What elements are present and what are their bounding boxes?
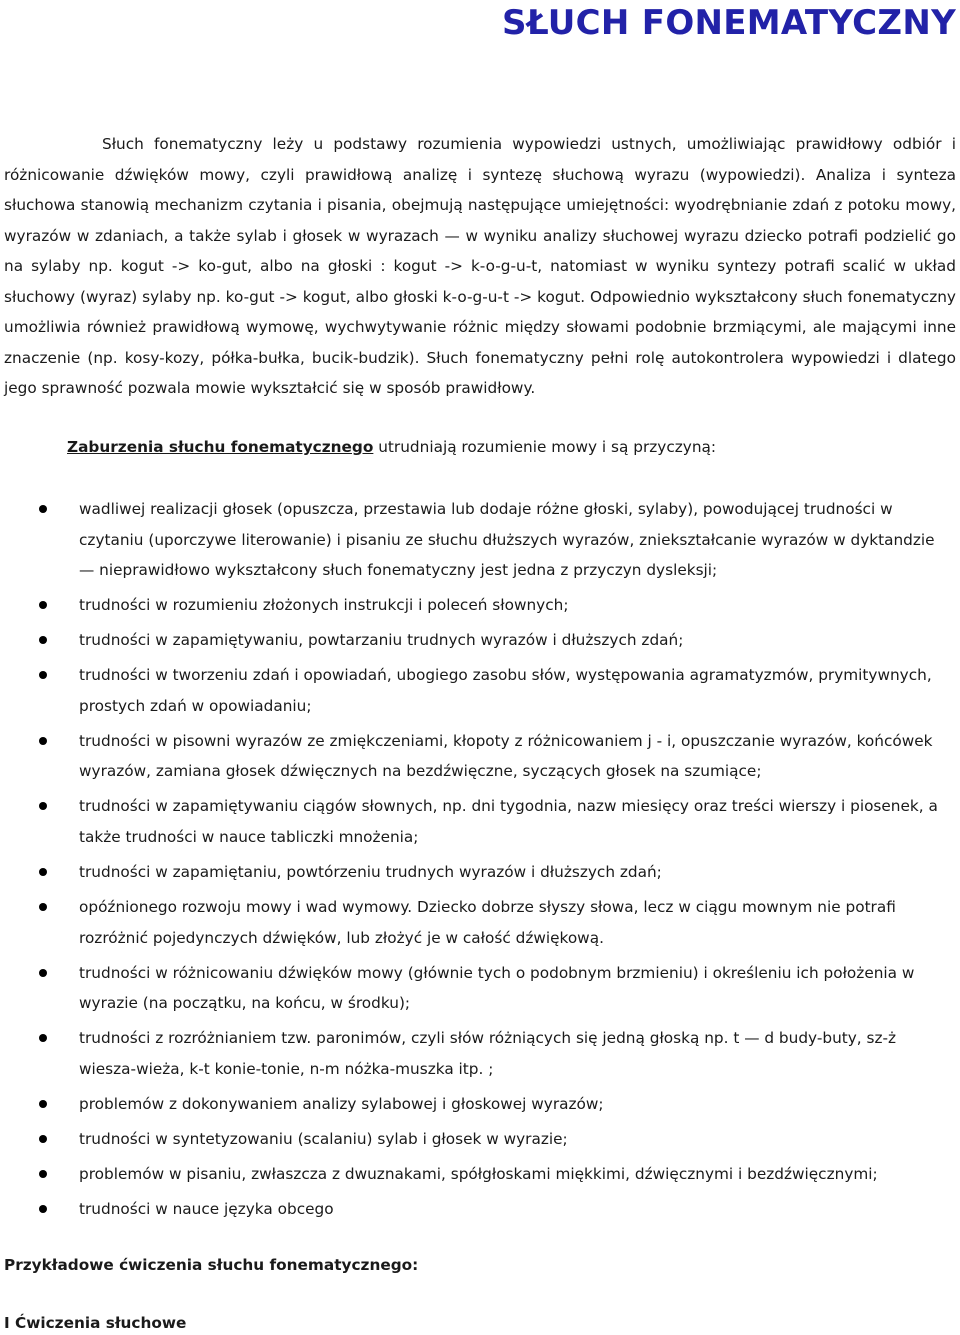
- bullet-icon: [39, 1100, 47, 1108]
- list-item-text: opóźnionego rozwoju mowy i wad wymowy. Dziecko dobrze słyszy słowa, lecz w ciągu mownym nie potrafi rozróżnić pojedynczych dźwięków, lub złożyć je w całość dźwiękową.: [79, 898, 896, 947]
- intro-paragraph: Słuch fonematyczny leży u podstawy rozumienia wypowiedzi ustnych, umożliwiając prawidłowy odbiór i różnicowanie dźwięków mowy, czyli prawidłową analizę i syntezę słuchową wyrazu (wypowiedzi). Analiza i synteza słuchowa stanowią mechanizm czytania i pisania, obejmują następujące umiejętności: wyodrębnianie zdań z potoku mowy, wyrazów w zdaniach, a także sylab i głosek w wyrazach — w wyniku analizy słuchowej wyrazu dziecko potrafi podzielić go na sylaby np. kogut -> ko-gut, albo na głoski : kogut -> k-o-g-u-t, natomiast w wyniku syntezy potrafi scalić w układ słuchowy (wyraz) sylaby np. ko-gut -> kogut, albo głoski k-o-g-u-t -> kogut. Odpowiednio wykształcony słuch fonematyczny umożliwia również prawidłową wymowę, wychwytywanie różnic między słowami podobnie brzmiącymi, ale mającymi inne znaczenie (np. kosy-kozy, półka-bułka, bucik-budzik). Słuch fonematyczny pełni rolę autokontrolera wypowiedzi i dlatego jego sprawność pozwala mowie wykształcić się w sposób prawidłowy.: [4, 135, 956, 397]
- bullet-icon: [39, 1034, 47, 1042]
- list-item-text: problemów w pisaniu, zwłaszcza z dwuznakami, spółgłoskami miękkimi, dźwięcznymi i bezdźwięcznymi;: [79, 1165, 878, 1184]
- list-item-text: trudności w zapamiętywaniu, powtarzaniu trudnych wyrazów i dłuższych zdań;: [79, 631, 684, 650]
- bullet-icon: [39, 969, 47, 977]
- list-item: [0, 660, 960, 721]
- list-item: [0, 958, 960, 1019]
- section-heading: I Ćwiczenia słuchowe: [4, 1314, 187, 1332]
- list-item-text: trudności w nauce języka obcego: [79, 1200, 334, 1219]
- bullet-icon: [39, 868, 47, 876]
- bullet-icon: [39, 1135, 47, 1143]
- list-item-text: trudności w zapamiętywaniu ciągów słownych, np. dni tygodnia, nazw miesięcy oraz treści wierszy i piosenek, a także trudności w nauce tabliczki mnożenia;: [79, 797, 938, 846]
- list-item: [0, 892, 960, 953]
- document-title: SŁUCH FONEMATYCZNY: [502, 3, 956, 43]
- list-item: [0, 1159, 960, 1190]
- examples-heading: Przykładowe ćwiczenia słuchu fonematycznego:: [4, 1256, 419, 1274]
- disorders-heading-rest: utrudniają rozumienie mowy i są przyczyną:: [373, 438, 717, 456]
- list-item: [0, 1089, 960, 1120]
- bullet-icon: [39, 802, 47, 810]
- bullet-icon: [39, 1205, 47, 1213]
- disorders-heading-bold: Zaburzenia słuchu fonematycznego: [67, 438, 374, 456]
- list-item-text: problemów z dokonywaniem analizy sylabowej i głoskowej wyrazów;: [79, 1094, 604, 1113]
- list-item-text: trudności w różnicowaniu dźwięków mowy (głównie tych o podobnym brzmieniu) i określeniu ich położenia w wyrazie (na początku, na końcu, w środku);: [79, 963, 915, 1013]
- list-item-text: trudności z rozróżnianiem tzw. paronimów, czyli słów różniących się jedną głoską np. t — d budy-buty, sz-ż wiesza-wieża, k-t konie-tonie, n-m nóżka-muszka itp. ;: [79, 1029, 897, 1078]
- disorders-heading: [67, 432, 716, 462]
- bullet-icon: [39, 636, 47, 644]
- list-item: [0, 726, 960, 787]
- list-item: [0, 1194, 960, 1225]
- list-item-text: trudności w zapamiętaniu, powtórzeniu trudnych wyrazów i dłuższych zdań;: [79, 863, 662, 882]
- list-item: [0, 590, 960, 621]
- list-item-text: wadliwej realizacji głosek (opuszcza, przestawia lub dodaje różne głoski, sylaby), powodującej trudności w czytaniu (uporczywe literowanie) i pisaniu ze słuchu dłuższych wyrazów, zniekształcanie wyrazów w dyktandzie — nieprawidłowo wykształcony słuch fonematyczny jest jedna z przyczyn dysleksji;: [79, 500, 935, 579]
- disorders-list: [0, 494, 960, 1229]
- list-item: [0, 857, 960, 888]
- bullet-icon: [39, 737, 47, 745]
- bullet-icon: [39, 505, 47, 513]
- bullet-icon: [39, 1170, 47, 1178]
- list-item: [0, 625, 960, 656]
- list-item: [0, 494, 960, 586]
- list-item-text: trudności w pisowni wyrazów ze zmiękczeniami, kłopoty z różnicowaniem j - i, opuszczanie wyrazów, końcówek wyrazów, zamiana głosek dźwięcznych na bezdźwięczne, syczących głosek na szumiące;: [79, 731, 933, 781]
- list-item-text: trudności w tworzeniu zdań i opowiadań, ubogiego zasobu słów, występowania agramatyzmów, prymitywnych, prostych zdań w opowiadaniu;: [79, 666, 932, 715]
- list-item: [0, 791, 960, 852]
- bullet-icon: [39, 601, 47, 609]
- list-item: [0, 1124, 960, 1155]
- list-item-text: trudności w syntetyzowaniu (scalaniu) sylab i głosek w wyrazie;: [79, 1130, 568, 1149]
- list-item-text: trudności w rozumieniu złożonych instrukcji i poleceń słownych;: [79, 596, 569, 615]
- bullet-icon: [39, 903, 47, 911]
- list-item: [0, 1023, 960, 1084]
- bullet-icon: [39, 671, 47, 679]
